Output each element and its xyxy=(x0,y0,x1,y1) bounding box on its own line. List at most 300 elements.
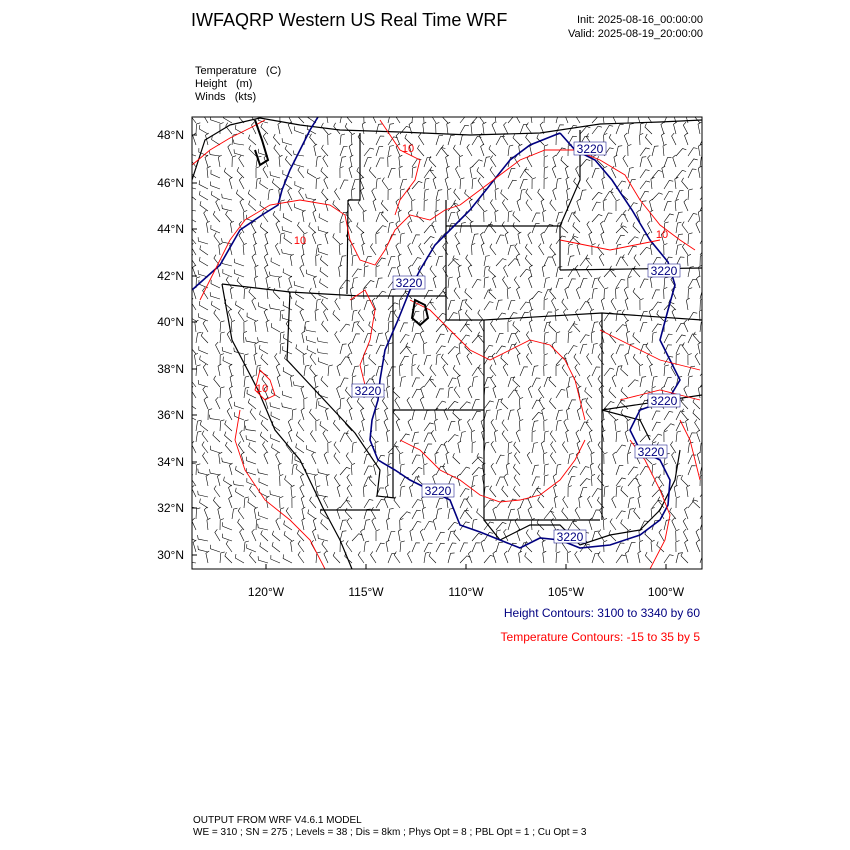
wind-barb xyxy=(664,334,673,343)
wind-barb xyxy=(255,342,259,354)
wind-barb xyxy=(340,147,348,157)
wind-barb xyxy=(659,529,664,541)
wind-barb xyxy=(230,375,233,387)
wind-barb xyxy=(223,357,232,365)
wind-barb xyxy=(298,167,304,178)
wind-barb xyxy=(289,276,292,288)
wind-barb xyxy=(207,518,211,530)
wind-barb xyxy=(255,265,258,277)
wind-barb xyxy=(348,342,352,354)
wind-barb xyxy=(352,255,357,266)
wind-barb xyxy=(185,205,196,211)
wind-barb xyxy=(542,265,545,277)
wind-barb xyxy=(233,140,244,145)
wind-barb xyxy=(372,518,376,530)
wind-barb xyxy=(544,452,548,464)
lat-label: 44°N xyxy=(157,222,184,236)
wind-barb xyxy=(232,508,237,519)
wind-barb xyxy=(210,469,221,475)
wind-barb xyxy=(258,524,268,530)
wind-barb xyxy=(528,386,532,398)
wind-barb xyxy=(514,342,520,354)
wind-barb xyxy=(289,430,293,442)
wind-barb xyxy=(599,529,605,541)
wind-barb xyxy=(192,518,196,530)
wind-barb xyxy=(185,558,196,563)
wind-barb xyxy=(586,420,592,432)
wind-barb xyxy=(645,123,652,134)
wind-barb xyxy=(532,378,540,387)
wind-barb xyxy=(238,310,244,322)
wind-barb xyxy=(263,166,268,178)
wind-barb xyxy=(248,498,256,508)
wind-barb xyxy=(496,334,504,343)
wind-barb xyxy=(700,192,710,200)
wind-barb xyxy=(235,125,244,134)
wind-barb xyxy=(604,213,612,222)
wind-barb xyxy=(213,431,220,442)
wind-barb xyxy=(340,280,350,288)
wind-barb xyxy=(640,467,649,476)
wind-barb xyxy=(198,469,208,475)
wind-barb xyxy=(484,277,489,288)
wind-barb xyxy=(628,124,634,135)
wind-barb xyxy=(199,313,208,321)
wind-barb xyxy=(376,333,383,343)
wind-barb xyxy=(640,148,650,156)
wind-barb xyxy=(310,497,316,508)
wind-barb xyxy=(226,211,232,222)
wind-barb xyxy=(337,386,340,398)
wind-barb xyxy=(700,553,707,563)
wind-barb xyxy=(384,419,388,431)
wind-barb xyxy=(441,354,448,365)
wind-barb xyxy=(396,419,400,431)
wind-barb xyxy=(376,499,385,508)
wind-barb xyxy=(526,134,532,145)
wind-barb xyxy=(398,529,402,541)
wind-barb xyxy=(318,534,328,541)
wind-barb xyxy=(640,377,646,387)
wind-barb xyxy=(700,520,707,530)
wind-barb xyxy=(529,320,532,332)
wind-barb xyxy=(216,342,221,354)
wind-barb xyxy=(541,441,544,453)
wind-barb xyxy=(682,222,688,233)
wind-barb xyxy=(340,378,348,387)
wind-barb xyxy=(514,452,520,464)
wind-barb xyxy=(580,422,588,431)
wind-barb xyxy=(400,452,404,464)
wind-barb xyxy=(237,167,244,178)
wind-barb xyxy=(556,113,562,123)
wind-barb xyxy=(561,222,568,233)
wind-barb xyxy=(518,408,521,420)
wind-barb xyxy=(532,421,538,431)
wind-barb xyxy=(312,452,316,464)
wind-barb xyxy=(492,122,496,134)
wind-barb xyxy=(283,269,292,278)
wind-barb xyxy=(693,409,700,420)
wind-barb xyxy=(220,332,225,343)
wind-barb xyxy=(265,243,268,255)
height-contour-label: 3220 xyxy=(650,264,678,278)
wind-barb xyxy=(633,332,640,343)
wind-barb xyxy=(248,399,256,409)
wind-barb xyxy=(472,468,482,476)
wind-barb xyxy=(589,232,592,244)
wind-barb xyxy=(472,543,480,552)
wind-barb xyxy=(243,243,247,255)
wind-barb xyxy=(412,334,420,343)
wind-barb xyxy=(340,113,346,123)
wind-barb xyxy=(412,389,421,398)
wind-barb xyxy=(592,169,599,179)
wind-barb xyxy=(215,529,220,541)
wind-barb xyxy=(228,144,232,156)
wind-barb xyxy=(436,256,443,266)
wind-barb xyxy=(217,474,220,486)
wind-barb xyxy=(573,222,580,233)
wind-barb xyxy=(586,398,592,409)
wind-barb xyxy=(357,223,364,234)
wind-barb xyxy=(298,222,305,233)
wind-barb xyxy=(246,435,256,442)
wind-barb xyxy=(490,167,496,179)
wind-barb xyxy=(272,389,281,398)
wind-barb xyxy=(211,182,220,190)
wind-barb xyxy=(538,497,544,508)
wind-barb xyxy=(544,511,554,519)
wind-barb xyxy=(529,265,532,277)
wind-barb xyxy=(200,356,208,365)
wind-barb xyxy=(225,420,232,431)
wind-barb xyxy=(616,431,621,442)
wind-barb xyxy=(696,540,700,552)
wind-barb xyxy=(191,386,196,398)
wind-barb xyxy=(580,344,587,354)
wind-barb xyxy=(224,168,232,178)
wind-barb xyxy=(664,202,672,211)
plot-title: IWFAQRP Western US Real Time WRF xyxy=(191,10,508,30)
wind-barb xyxy=(520,189,526,200)
wind-barb xyxy=(190,156,196,167)
wind-barb xyxy=(364,477,372,486)
wind-barb xyxy=(676,191,684,200)
wind-barb xyxy=(616,146,622,156)
wind-barb xyxy=(622,255,628,267)
wind-barb xyxy=(334,442,340,453)
wind-barb xyxy=(448,421,455,431)
wind-barb xyxy=(550,398,557,409)
wind-barb xyxy=(525,255,532,266)
wind-barb xyxy=(556,420,562,431)
wind-barb xyxy=(628,543,636,552)
wind-barb xyxy=(186,502,197,508)
wind-barb xyxy=(698,386,702,398)
wind-barb xyxy=(577,408,580,420)
wind-barb xyxy=(412,235,420,244)
wind-barb xyxy=(681,552,688,563)
wind-barb xyxy=(525,553,532,564)
wind-barb xyxy=(645,134,652,145)
wind-barb xyxy=(448,188,452,200)
wind-barb xyxy=(317,349,328,354)
wind-barb xyxy=(340,520,347,530)
wind-barb xyxy=(491,155,497,167)
wind-barb xyxy=(676,475,681,486)
wind-barb xyxy=(700,181,710,189)
wind-barb xyxy=(496,409,502,420)
wind-barb xyxy=(424,521,433,530)
wind-barb xyxy=(387,474,391,486)
wind-barb xyxy=(214,310,220,321)
wind-barb xyxy=(436,509,442,519)
wind-barb xyxy=(587,353,592,365)
wind-barb xyxy=(700,510,708,519)
wind-barb xyxy=(233,481,244,486)
wind-barb xyxy=(285,476,292,487)
wind-barb xyxy=(599,254,604,266)
wind-barb xyxy=(259,345,268,354)
wind-barb xyxy=(460,432,466,443)
wind-barb xyxy=(333,552,340,563)
wind-barb xyxy=(376,266,380,278)
wind-barb xyxy=(628,467,638,475)
wind-barb xyxy=(567,408,571,420)
wind-barb xyxy=(676,222,681,233)
wind-barb xyxy=(302,331,305,343)
wind-barb xyxy=(313,210,316,222)
wind-barb xyxy=(481,243,484,255)
wind-barb xyxy=(484,555,494,563)
wind-barb xyxy=(574,354,580,365)
wind-barb xyxy=(549,321,556,332)
wind-barb xyxy=(232,156,236,167)
wind-barb xyxy=(340,256,346,266)
wind-barb xyxy=(433,177,436,189)
wind-barb xyxy=(652,290,660,299)
wind-barb xyxy=(494,430,497,442)
height-contour-label: 3220 xyxy=(637,445,665,459)
wind-barb xyxy=(398,254,401,266)
wind-barb xyxy=(258,337,269,343)
wind-barb xyxy=(508,145,513,156)
wind-barb xyxy=(358,134,364,146)
wind-barb xyxy=(664,214,674,222)
height-legend xyxy=(504,606,700,620)
wind-barb xyxy=(196,431,201,442)
wind-barb xyxy=(516,430,520,442)
wind-barb xyxy=(640,191,649,200)
wind-barb xyxy=(388,343,393,354)
wind-barb xyxy=(650,364,653,376)
wind-barb xyxy=(203,452,209,464)
wind-barb xyxy=(456,166,461,178)
wind-barb xyxy=(340,157,346,167)
wind-barb xyxy=(400,541,405,552)
wind-barb xyxy=(282,138,292,145)
wind-barb xyxy=(321,519,328,530)
wind-barb xyxy=(324,551,328,563)
wind-barb xyxy=(318,248,328,255)
wind-barb xyxy=(628,498,634,508)
wind-barb xyxy=(282,249,292,255)
wind-barb xyxy=(628,167,634,178)
wind-barb xyxy=(552,166,556,178)
wind-barb xyxy=(472,400,480,409)
wind-barb xyxy=(216,397,220,409)
wind-barb xyxy=(313,529,317,541)
wind-barb xyxy=(542,540,545,552)
wind-barb xyxy=(491,463,496,475)
wind-barb xyxy=(264,254,268,266)
wind-barb xyxy=(284,234,292,244)
wind-barb xyxy=(602,177,605,189)
wind-barb xyxy=(191,474,197,486)
wind-barb xyxy=(249,288,256,299)
wind-barb xyxy=(514,486,521,497)
wind-barb xyxy=(260,180,268,189)
wind-barb xyxy=(550,431,556,443)
wind-barb xyxy=(312,232,316,244)
wind-barb xyxy=(275,243,280,255)
wind-barb xyxy=(556,410,563,420)
wind-barb xyxy=(639,540,643,552)
wind-barb xyxy=(229,364,232,376)
wind-barb xyxy=(460,125,469,134)
wind-barb xyxy=(577,243,580,255)
wind-barb xyxy=(319,358,328,366)
wind-barb xyxy=(324,309,329,321)
wind-barb xyxy=(592,202,601,211)
wind-barb xyxy=(542,408,545,420)
wind-barb xyxy=(634,508,640,519)
wind-barb xyxy=(609,409,616,420)
wind-barb xyxy=(334,453,340,464)
wind-barb xyxy=(325,232,328,244)
wind-barb xyxy=(295,127,304,135)
wind-barb xyxy=(204,397,208,409)
wind-barb xyxy=(553,188,556,200)
wind-barb xyxy=(230,287,233,299)
wind-barb xyxy=(448,543,456,552)
wind-barb xyxy=(503,276,509,288)
wind-barb xyxy=(685,133,689,145)
wind-barb xyxy=(517,353,520,365)
wind-barb xyxy=(467,496,472,508)
wind-barb xyxy=(222,458,232,464)
wind-barb xyxy=(448,401,458,409)
wind-barb xyxy=(447,122,451,134)
wind-barb xyxy=(271,434,280,442)
wind-barb xyxy=(501,354,508,365)
wind-barb xyxy=(625,298,628,310)
wind-barb xyxy=(436,389,444,398)
wind-barb xyxy=(528,232,532,244)
wind-barb xyxy=(335,298,340,310)
wind-barb xyxy=(214,255,220,266)
wind-barb xyxy=(241,452,244,464)
wind-barb xyxy=(220,387,225,398)
wind-barb xyxy=(212,136,220,145)
wind-barb xyxy=(436,354,441,365)
wind-barb xyxy=(352,442,357,453)
wind-barb xyxy=(222,194,232,200)
wind-barb xyxy=(273,211,280,222)
wind-barb xyxy=(307,445,316,453)
wind-barb xyxy=(675,177,679,189)
wind-barb xyxy=(592,192,602,200)
wind-barb xyxy=(300,309,304,321)
wind-barb xyxy=(556,267,562,277)
wind-barb xyxy=(224,477,232,486)
lon-label: 120°W xyxy=(247,585,285,599)
wind-barb xyxy=(525,167,532,178)
wind-barb xyxy=(261,420,268,431)
temperature-contour-label: 10 xyxy=(255,383,269,395)
wind-barb xyxy=(220,321,225,332)
wind-barb xyxy=(670,508,676,519)
wind-barb xyxy=(313,276,316,288)
wind-barb xyxy=(396,133,400,145)
wind-barb xyxy=(340,344,347,354)
wind-barb xyxy=(698,122,701,134)
wind-barb xyxy=(431,430,436,442)
wind-barb xyxy=(340,357,350,365)
wind-barb xyxy=(586,178,592,190)
wind-barb xyxy=(412,455,420,464)
wind-barb xyxy=(472,411,481,420)
wind-barb xyxy=(695,419,700,431)
wind-barb xyxy=(504,529,508,541)
wind-barb xyxy=(406,343,412,354)
wind-barb xyxy=(298,420,304,432)
wind-barb xyxy=(502,199,508,211)
wind-barb xyxy=(347,397,352,409)
wind-barb xyxy=(321,167,328,178)
wind-barb xyxy=(292,497,296,509)
wind-barb xyxy=(420,331,424,343)
wind-barb xyxy=(700,202,708,211)
wind-barb xyxy=(478,332,484,343)
wind-barb xyxy=(394,552,400,564)
wind-barb xyxy=(556,148,566,156)
wind-barb xyxy=(513,134,520,145)
wind-barb xyxy=(496,477,504,486)
wind-barb xyxy=(412,543,420,552)
wind-barb xyxy=(496,522,506,530)
wind-barb xyxy=(472,137,481,146)
wind-barb xyxy=(652,411,660,420)
wind-barb xyxy=(628,144,632,156)
wind-barb xyxy=(477,167,484,178)
wind-barb xyxy=(616,478,626,486)
wind-barb xyxy=(234,149,244,156)
wind-barb xyxy=(249,201,256,211)
wind-barb xyxy=(408,221,412,233)
wind-barb xyxy=(283,554,292,563)
wind-barb xyxy=(468,419,473,431)
wind-barb xyxy=(317,491,328,497)
wind-barb xyxy=(589,430,592,442)
wind-barb xyxy=(604,288,608,299)
wind-barb xyxy=(484,410,491,420)
wind-barb xyxy=(388,508,394,519)
wind-barb xyxy=(328,365,333,376)
wind-barb xyxy=(346,431,352,443)
wind-barb xyxy=(698,342,701,354)
